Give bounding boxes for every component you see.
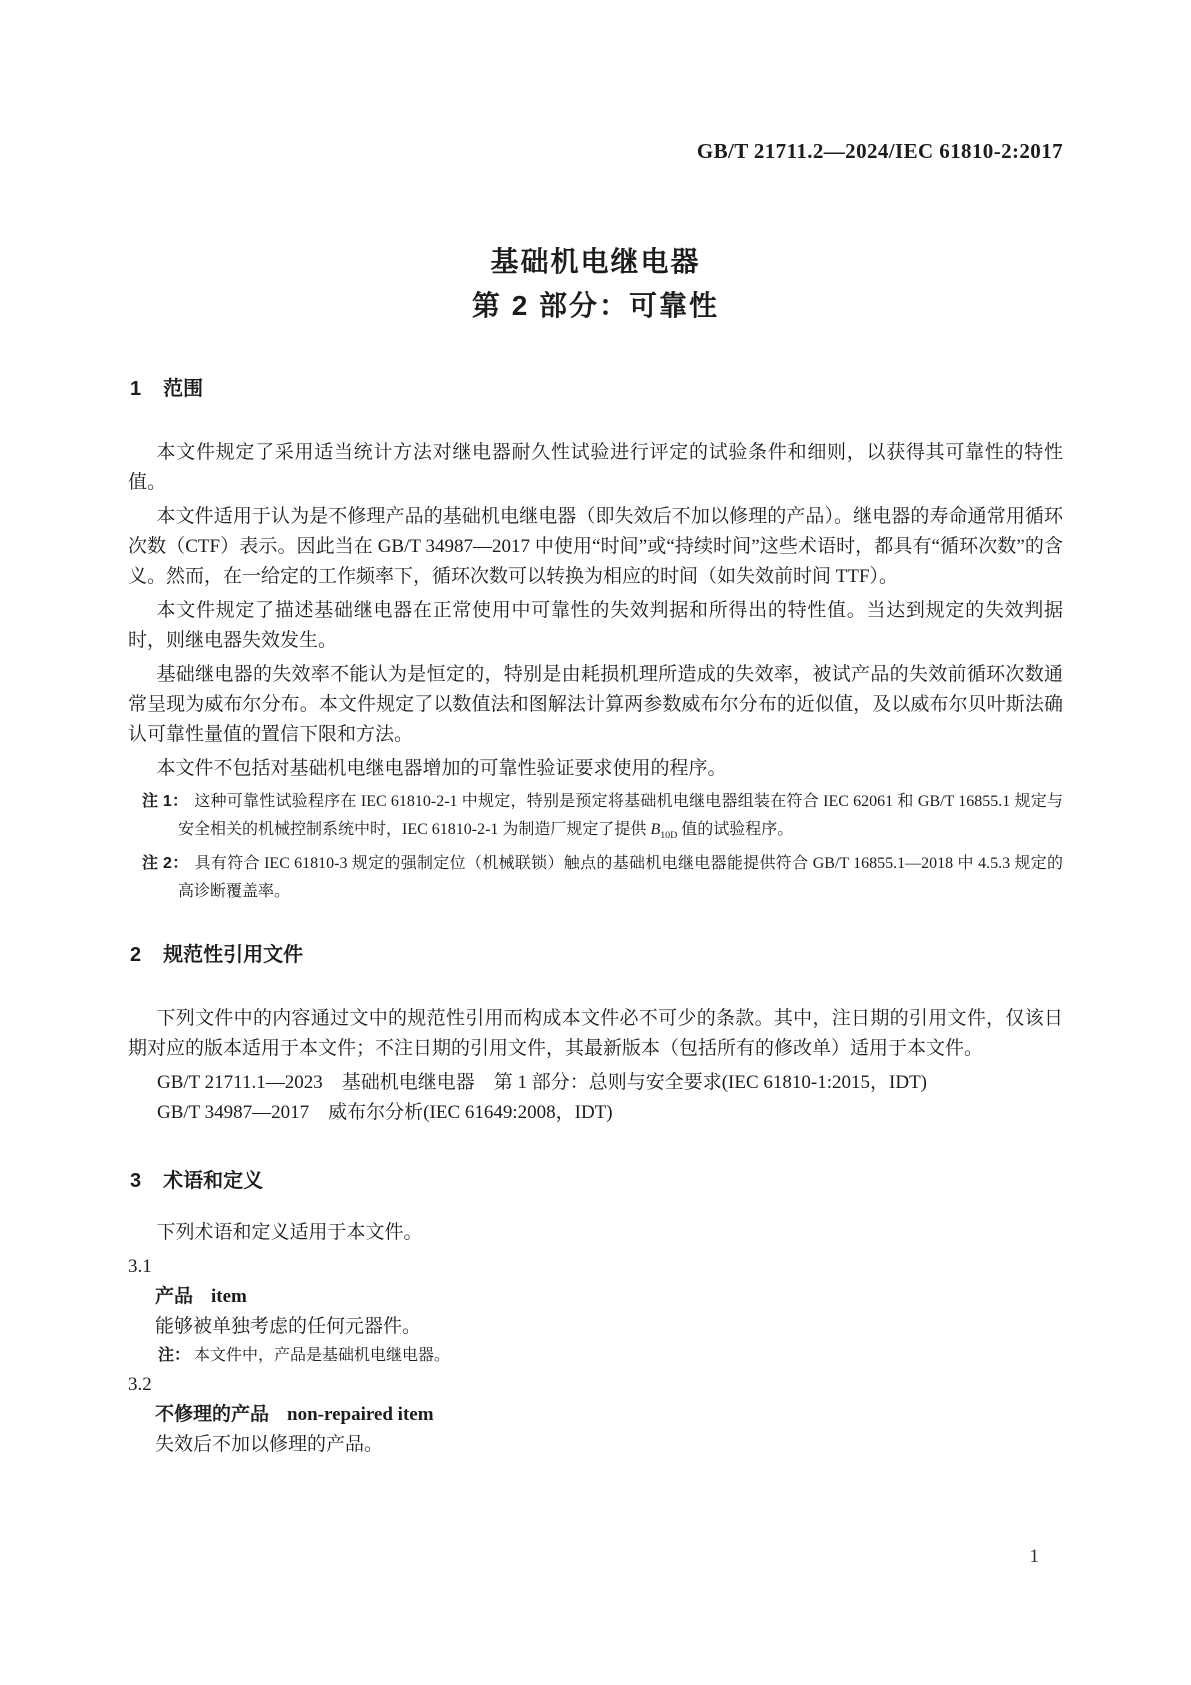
term-3-1-note <box>158 1342 1063 1370</box>
term-3-2-id: 3.2 <box>128 1374 152 1396</box>
note-1 <box>142 788 1063 850</box>
section-1-paragraph-1: 本文件规定了采用适当统计方法对继电器耐久性试验进行评定的试验条件和细则，以获得其可靠性的特性值。 <box>128 442 1063 493</box>
note-2-text: 具有符合 IEC 61810-3 规定的强制定位（机械联锁）触点的基础机电继电器能提供符合 GB/T 16855.1—2018 中 4.5.3 规定的高诊断覆盖率。 <box>178 855 1063 901</box>
term-3-2-definition: 失效后不加以修理的产品。 <box>155 1434 384 1456</box>
term-3-1-note-text: 本文件中，产品是基础机电继电器。 <box>194 1347 451 1365</box>
section-1-paragraph-5: 本文件不包括对基础机电继电器增加的可靠性验证要求使用的程序。 <box>156 758 727 779</box>
section-3-number: 3 <box>130 1170 142 1193</box>
document-title <box>128 240 1063 328</box>
note-1-subscript: 10D <box>660 830 678 842</box>
title-line-1: 基础机电继电器 <box>490 246 701 277</box>
term-3-1-name-zh: 产品 <box>155 1286 194 1308</box>
section-1-number: 1 <box>130 378 142 400</box>
term-3-1-definition: 能够被单独考虑的任何元器件。 <box>155 1316 422 1338</box>
note-2-label: 注 2： <box>142 855 189 873</box>
note-1-text-after: 值的试验程序。 <box>677 821 794 838</box>
section-2-intro: 下列文件中的内容通过文中的规范性引用而构成本文件必不可少的条款。其中，注日期的引用文件，仅该日期对应的版本适用于本文件；不注日期的引用文件，其最新版本（包括所有的修改单）适用于本文件。 <box>128 1008 1063 1060</box>
section-3-intro: 下列术语和定义适用于本文件。 <box>156 1222 423 1244</box>
section-3-heading <box>130 1168 1063 1194</box>
note-1-text-before: 这种可靠性试验程序在 IEC 61810-2-1 中规定，特别是预定将基础机电继电器组装在符合 IEC 62061 和 GB/T 16855.1 规定与安全相关的机械控制系统中时，IEC 61810-2-1 为制造厂规定了提供 <box>178 793 1063 838</box>
note-2 <box>142 850 1063 906</box>
normative-references <box>128 1068 1063 1128</box>
term-3-1-note-label: 注： <box>158 1347 191 1365</box>
reference-item-1: GB/T 21711.1—2023 基础机电继电器 第 1 部分：总则与安全要求(IEC 61810-1:2015，IDT) <box>157 1072 928 1094</box>
term-entry-3-1 <box>128 1252 1063 1370</box>
term-3-1-name-en: item <box>211 1286 247 1308</box>
section-1-paragraph-3: 本文件规定了描述基础继电器在正常使用中可靠性的失效判据和所得出的特性值。当达到规定的失效判据时，则继电器失效发生。 <box>128 600 1063 651</box>
term-3-1-id: 3.1 <box>128 1256 152 1278</box>
section-2-number: 2 <box>130 944 142 967</box>
section-3-title: 术语和定义 <box>163 1170 264 1193</box>
page-number: 1 <box>1029 1546 1039 1567</box>
section-1-paragraph-4: 基础继电器的失效率不能认为是恒定的，特别是由耗损机理所造成的失效率，被试产品的失效前循环次数通常呈现为威布尔分布。本文件规定了以数值法和图解法计算两参数威布尔分布的近似值，及以威布尔贝叶斯法确认可靠性量值的置信下限和方法。 <box>128 664 1063 745</box>
title-line-2: 第 2 部分：可靠性 <box>471 290 720 321</box>
standard-number-header: GB/T 21711.2—2024/IEC 61810-2:2017 <box>696 139 1063 163</box>
section-1-paragraph-2: 本文件适用于认为是不修理产品的基础机电继电器（即失效后不加以修理的产品）。继电器的寿命通常用循环次数（CTF）表示。因此当在 GB/T 34987—2017 中使用“时间”或“持续时间”这些术语时，都具有“循环次数”的含义。然而，在一给定的工作频率下，循环次数可以转换为相应的时间（如失效前时间 TTF）。 <box>128 506 1063 587</box>
term-3-1-name <box>155 1282 1063 1312</box>
section-1-title: 范围 <box>163 378 204 400</box>
term-3-2-name <box>155 1400 1063 1430</box>
note-1-symbol-b: B <box>650 821 661 838</box>
section-2-title: 规范性引用文件 <box>163 944 304 967</box>
term-3-2-name-zh: 不修理的产品 <box>155 1404 270 1426</box>
term-3-2-name-en: non-repaired item <box>287 1404 434 1426</box>
reference-item-2: GB/T 34987—2017 威布尔分析(IEC 61649:2008，IDT) <box>157 1102 613 1124</box>
section-1-heading <box>130 376 1063 402</box>
note-1-label: 注 1： <box>142 793 189 810</box>
term-entry-3-2 <box>128 1370 1063 1460</box>
section-2-heading <box>130 942 1063 968</box>
page-content <box>128 0 1063 1460</box>
